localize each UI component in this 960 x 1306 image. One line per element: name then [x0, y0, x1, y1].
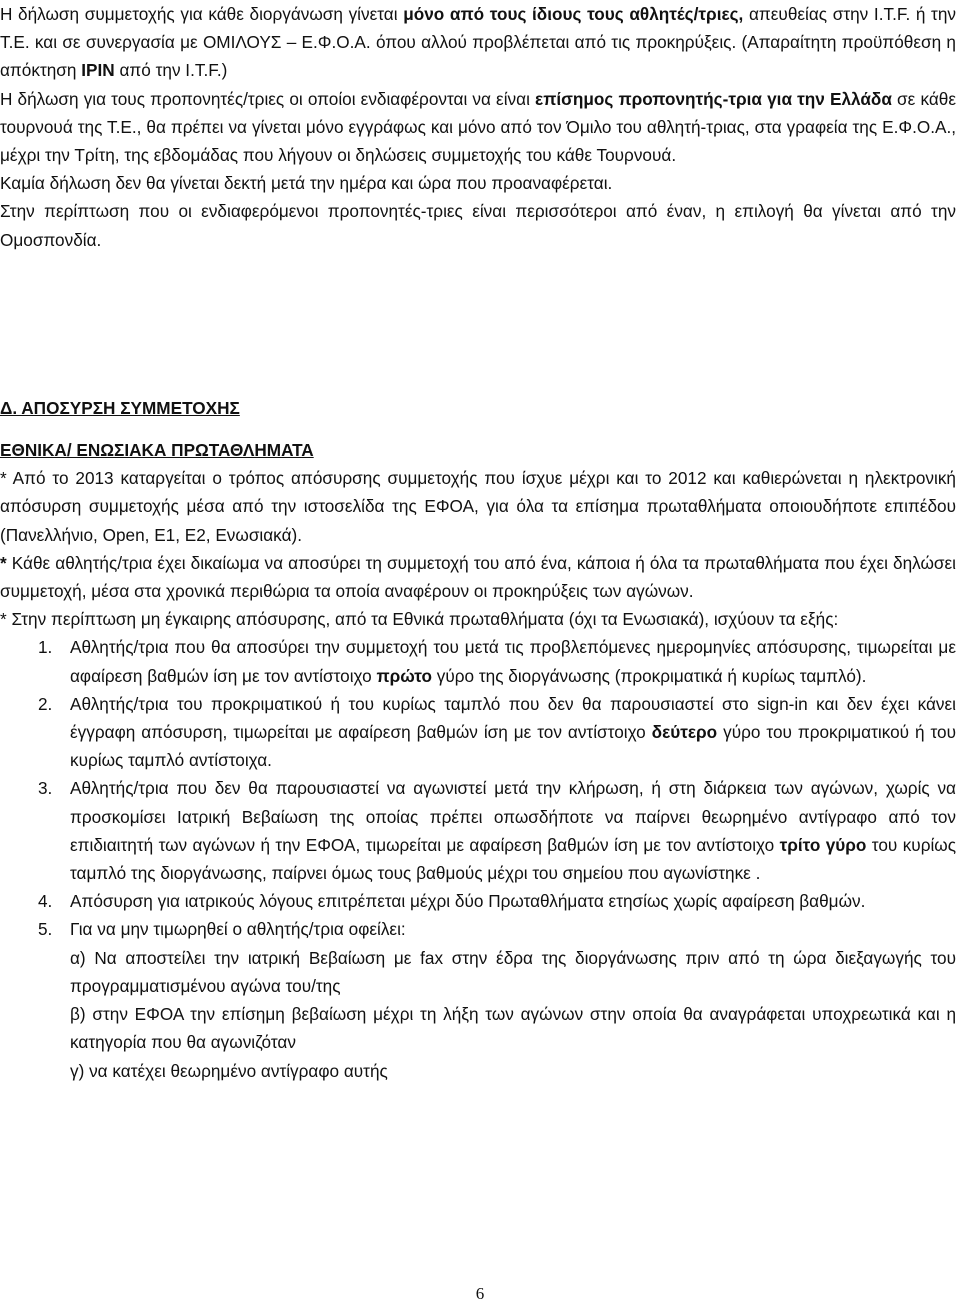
intro-text: σε κάθε τουρνουά της Τ.Ε., θα πρέπει να γίνεται μόνο εγγράφως και μόνο από τον Όμιλο του αθλητή-τριας, στα γραφεία της Ε.Φ.Ο.Α., μέχρι την Τρίτη, της εβδομάδας που λήγουν οι δηλώσεις συμμετοχής του κάθε Τουρνουά.	[0, 88, 956, 166]
list-item-text: Για να μην τιμωρηθεί ο αθλητής/τρια οφείλει:	[70, 919, 406, 940]
list-item-text: γύρο του προκριματικού ή του κυρίως ταμπλό αντίστοιχα.	[70, 722, 956, 771]
list-item	[0, 690, 956, 775]
sub-item-b: β) στην ΕΦΟΑ την επίσημη βεβαίωση μέχρι τη λήξη των αγώνων στην οποία θα αναγράφεται υποχρεωτικά και η κατηγορία που θα αγωνιζόταν	[70, 1004, 956, 1053]
penalty-list	[0, 633, 956, 943]
page-number: 6	[475, 1284, 485, 1303]
section-paragraph-1: * Από το 2013 καταργείται ο τρόπος απόσυρσης συμμετοχής που ίσχυε μέχρι και το 2012 και καθιερώνεται η ηλεκτρονική απόσυρση συμμετοχής μέσα από την ιστοσελίδα της ΕΦΟΑ, για όλα τα επίσημα πρωταθλήματα οποιουδήποτε επιπέδου (Πανελλήνιο, Open, E1, E2, Ενωσιακά).	[0, 468, 956, 545]
official-coach-bold-text: επίσημος προπονητής-τρια για την Ελλάδα	[535, 88, 892, 109]
section-subtitle-text: ΕΘΝΙΚΑ/ ΕΝΩΣΙΑΚΑ ΠΡΩΤΑΘΛΗΜΑΤΑ	[0, 440, 314, 461]
list-item-bold-text: τρίτο γύρο	[779, 834, 867, 855]
list-item-text: Αθλητής/τρια του προκριματικού ή του κυρίως ταμπλό που δεν θα παρουσιαστεί στο sign-in και δεν έχει κάνει έγγραφη απόσυρση, τιμωρείται με αφαίρεση βαθμών ίση με τον αντίστοιχο	[70, 693, 956, 743]
ipin-bold-text: IPIN	[81, 60, 115, 81]
intro-text: Η δήλωση συμμετοχής για κάθε διοργάνωση γίνεται	[0, 4, 404, 24]
list-item-text: του κυρίως ταμπλό της διοργάνωσης, παίρνει όμως τους βαθμούς μέχρι του σημείου που αγωνίστηκε .	[70, 834, 956, 884]
list-item-number: 3.	[38, 778, 53, 799]
intro-text: απευθείας στην Ι.Τ.F. ή την Τ.Ε. και σε συνεργασία με ΟΜΙΛΟΥΣ – Ε.Φ.Ο.Α. όπου αλλού προβλέπεται από τις προκηρύξεις. (Απαραίτητη προϋπόθεση η απόκτηση	[0, 4, 956, 81]
section-paragraph-2-text: Κάθε αθλητής/τρια έχει δικαίωμα να αποσύρει τη συμμετοχή του από ένα, κάποια ή όλα τα πρωταθλήματα που έχει δηλώσει συμμετοχή, μέσα στα χρονικά περιθώρια τα οποία αναφέρουν οι προκηρύξεις των αγώνων.	[0, 552, 956, 602]
intro-paragraph-1	[0, 0, 956, 85]
section-title-text: Δ. ΑΠΟΣΥΡΣΗ ΣΥΜΜΕΤΟΧΗΣ	[0, 397, 240, 418]
intro-text: από την I.T.F.)	[114, 60, 228, 81]
intro-paragraph-2	[0, 85, 956, 170]
section-subtitle	[0, 436, 956, 464]
list-item-text: γύρο της διοργάνωσης (προκριματικά ή κυρίως ταμπλό).	[431, 665, 867, 686]
section-title	[0, 394, 956, 422]
sub-item-c: γ) να κατέχει θεωρημένο αντίγραφο αυτής	[70, 1060, 388, 1081]
list-item-text: Αθλητής/τρια που δεν θα παρουσιαστεί να αγωνιστεί μετά την κλήρωση, ή στη διάρκεια των αγώνων, χωρίς να προσκομίσει Ιατρική Βεβαίωση της οποίας πρέπει οπωσδήποτε να παίρνει θεωρημένο αντίγραφο από τον επιδιαιτητή των αγώνων ή την ΕΦΟΑ, τιμωρείται με αφαίρεση βαθμών ίση με τον αντίστοιχο	[70, 778, 956, 855]
intro-paragraph-3: Καμία δήλωση δεν θα γίνεται δεκτή μετά την ημέρα και ώρα που προαναφέρεται.	[0, 173, 613, 194]
list-item	[0, 915, 956, 943]
list-item-text: Απόσυρση για ιατρικούς λόγους επιτρέπεται μέχρι δύο Πρωταθλήματα ετησίως χωρίς αφαίρεση βαθμών.	[70, 891, 866, 912]
list-item-bold-text: δεύτερο	[651, 722, 718, 743]
list-item-number: 4.	[38, 891, 53, 912]
list-item-bold-text: πρώτο	[376, 665, 432, 686]
list-item	[0, 774, 956, 887]
list-item	[0, 633, 956, 689]
sub-item-a: α) Να αποστείλει την ιατρική Βεβαίωση με fax στην έδρα της διοργάνωσης πριν από τη ώρα διεξαγωγής του προγραμματισμένου αγώνα του/της	[70, 947, 956, 996]
intro-paragraph-4: Στην περίπτωση που οι ενδιαφερόμενοι προπονητές-τριες είναι περισσότεροι από έναν, η επιλογή θα γίνεται από την Ομοσπονδία.	[0, 201, 956, 250]
spacer	[0, 254, 956, 394]
list-item-text: Αθλητής/τρια που θα αποσύρει την συμμετοχή του μετά τις προβλεπόμενες ημερομηνίες απόσυρσης, τιμωρείται με αφαίρεση βαθμών ίση με τον αντίστοιχο	[70, 637, 956, 686]
section-paragraph-3: * Στην περίπτωση μη έγκαιρης απόσυρσης, από τα Εθνικά πρωταθλήματα (όχι τα Ενωσιακά), ισχύουν τα εξής:	[0, 609, 839, 630]
intro-bold-text: μόνο από τους ίδιους τους αθλητές/τριες,	[403, 4, 744, 24]
list-item-number: 5.	[38, 919, 53, 940]
list-item	[0, 887, 956, 915]
intro-text: Η δήλωση για τους προπονητές/τριες οι οποίοι ενδιαφέρονται να είναι	[0, 88, 536, 109]
list-item-number: 1.	[38, 637, 53, 658]
bold-asterisk: *	[0, 552, 7, 573]
section-paragraph-2	[0, 549, 956, 605]
list-item-number: 2.	[38, 693, 53, 714]
